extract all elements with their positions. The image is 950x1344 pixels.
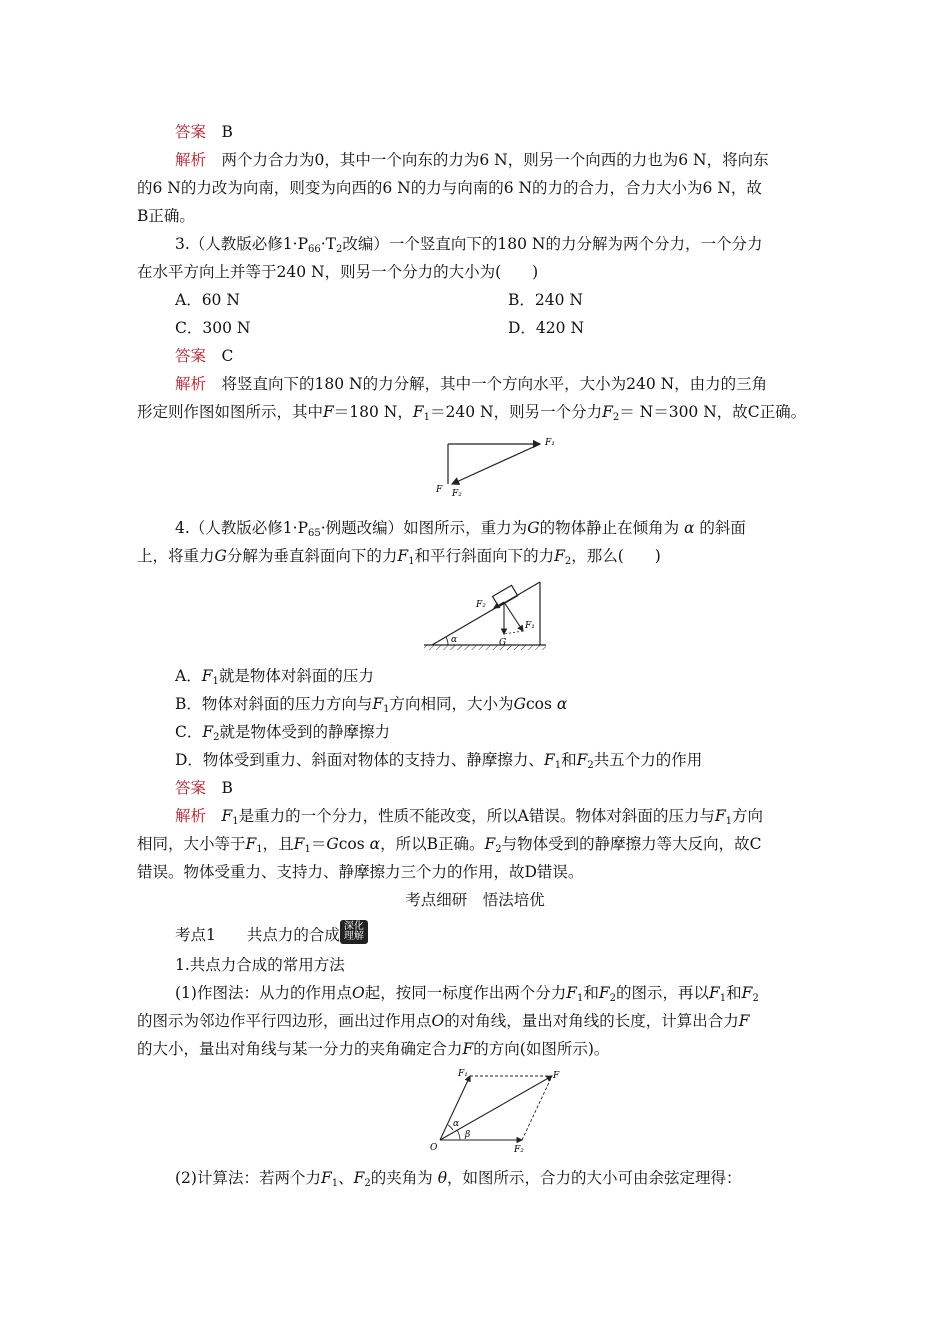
q4-fig-label-f1: F₁ xyxy=(525,621,535,631)
q4-s2-c: 和平行斜面向下的力 xyxy=(414,547,555,565)
q4-analysis-line-3: 错误。物体受重力、支持力、静摩擦力三个力的作用，故D错误。 xyxy=(137,863,584,881)
m1-sub4: 2 xyxy=(752,993,759,1004)
q4-stem-b: ·例题改编）如图所示，重力为 xyxy=(320,519,528,537)
q3-an-f2-sub: 2 xyxy=(612,412,620,423)
q3-stem-line-1 xyxy=(175,234,762,260)
kaodian-heading xyxy=(175,920,368,945)
q3-analysis-text-1: 将竖直向下的180 N的力分解，其中一个方向水平，大小为240 N，由力的三角 xyxy=(221,375,768,393)
q4-an1-a: 是重力的一个分力，性质不能改变，所以A错误。物体对斜面的压力与 xyxy=(238,807,715,825)
q4-an2-f3: F xyxy=(484,835,496,853)
q4-an1-b: 方向 xyxy=(732,807,764,825)
method-1-line-3 xyxy=(137,1039,609,1059)
m1-f1: F xyxy=(566,984,577,1002)
m1-f3: F xyxy=(709,984,720,1002)
q4-an2-e: ，所以B正确。 xyxy=(380,835,485,853)
methods-heading: 1.共点力合成的常用方法 xyxy=(175,956,345,974)
q4-oa-b: 就是物体对斜面的压力 xyxy=(218,667,374,685)
fig-label-f1: F₁ xyxy=(458,1069,468,1079)
q4-an2-sub: 1 xyxy=(256,844,263,855)
q4-an2-b: ，且 xyxy=(262,835,294,853)
q3-analysis-line-1 xyxy=(175,374,767,394)
q3-an-f2: F xyxy=(602,403,613,421)
q4-fig-label-alpha: α xyxy=(451,635,458,645)
q4-option-c xyxy=(175,722,390,748)
q3-an-e: ＝240 N，则另一个分力 xyxy=(430,403,603,421)
q3-option-c: C．300 N xyxy=(175,319,251,337)
q4-an2-g2: 与物体受到的静摩擦力等大反向，故C xyxy=(501,835,762,853)
q3-an-c: ＝180 N， xyxy=(333,403,413,421)
q4-ob-f: F xyxy=(372,695,384,713)
q3-option-a: A．60 N xyxy=(175,291,240,309)
q4-oc-a: C． xyxy=(175,723,203,741)
q3-f2-vector xyxy=(452,444,540,484)
m1-d: 的图示，再以 xyxy=(616,984,710,1002)
m1-c: 和 xyxy=(583,984,599,1002)
q4-od-f1: F xyxy=(543,751,555,769)
answer-label: 答案 xyxy=(175,347,207,365)
m2-sub2: 2 xyxy=(364,1178,371,1189)
q4-oc-f: F xyxy=(202,723,214,741)
m1l2-a: 的图示为邻边作平行四边形，画出过作用点 xyxy=(137,1012,432,1030)
q3-option-d: D．420 N xyxy=(508,319,585,337)
q2-analysis-line-3: B正确。 xyxy=(137,207,195,225)
q4-stem-alpha: α xyxy=(684,519,695,537)
m1l3-a: 的大小，量出对角线与某一分力的夹角确定合力 xyxy=(137,1040,463,1058)
m1-sub1: 1 xyxy=(576,993,584,1004)
badge-line-1: 深化 xyxy=(343,921,364,932)
q4-answer-line xyxy=(175,778,233,798)
q4-oa-a: A． xyxy=(175,667,202,685)
q4-stem-line-1 xyxy=(175,518,746,544)
q4-s2-g: G xyxy=(214,547,227,565)
m2-a: (2)计算法：若两个力 xyxy=(175,1169,321,1187)
q2-answer-line xyxy=(175,122,233,142)
q2-analysis-line-2: 的6 N的力改为向南，则变为向西的6 N的力与向南的6 N的力的合力，合力大小为6 N，故 xyxy=(137,179,762,197)
q4-od-sub2: 2 xyxy=(587,760,594,771)
q4-an1-f: F xyxy=(221,807,233,825)
fig-label-alpha: α xyxy=(453,1119,460,1129)
q4-oc-b: 就是物体受到的静摩擦力 xyxy=(219,723,391,741)
q3-stem-end: 改编）一个竖直向下的180 N的力分解为两个分力，一个分力 xyxy=(342,235,763,253)
m1-e: 和 xyxy=(726,984,742,1002)
m1-sub3: 1 xyxy=(719,993,727,1004)
q4-an2-sub3: 2 xyxy=(495,844,502,855)
q3-option-b: B．240 N xyxy=(508,291,583,309)
q4-ob-g: G xyxy=(513,695,526,713)
q3-an-f1-sub: 1 xyxy=(423,412,430,423)
q3-force-triangle-figure xyxy=(430,432,570,504)
analysis-label: 解析 xyxy=(175,151,207,169)
q3-stem-sub2: 2 xyxy=(336,244,343,255)
q4-an1-f2: F xyxy=(714,807,726,825)
q3-stem-line-2: 在水平方向上并等于240 N，则另一个分力的大小为( ) xyxy=(137,263,539,281)
q2-analysis-line-1 xyxy=(175,150,769,170)
q3-an-f: F xyxy=(323,403,334,421)
q4-s2-f2-sub: 2 xyxy=(564,556,572,567)
q3-fig-label-f: F xyxy=(436,485,443,495)
answer-label: 答案 xyxy=(175,779,207,797)
m1-f4: F xyxy=(741,984,753,1002)
fig-label-f: F xyxy=(553,1071,560,1081)
q4-stem-sub: 65 xyxy=(308,528,321,539)
ground-hatching xyxy=(424,645,546,650)
q4-analysis-line-2 xyxy=(137,834,762,860)
m2-theta: θ xyxy=(437,1169,448,1187)
q3-an-f1: F xyxy=(412,403,424,421)
dashed-line xyxy=(504,631,523,634)
kaodian-title: 共点力的合成 xyxy=(246,926,340,944)
q4-fig-label-g: G xyxy=(499,638,507,648)
q4-an2-f: F xyxy=(245,835,257,853)
fig-label-f2: F₂ xyxy=(514,1145,524,1155)
q4-option-b xyxy=(175,694,567,720)
q4-an2-a: 相同，大小等于 xyxy=(137,835,246,853)
q3-answer: C xyxy=(221,347,234,365)
q4-od-a: D．物体受到重力、斜面对物体的支持力、静摩擦力、 xyxy=(175,751,544,769)
m2-f1: F xyxy=(320,1169,332,1187)
q4-option-d xyxy=(175,750,702,776)
method-1-line-2 xyxy=(137,1011,750,1031)
q4-an2-alpha: α xyxy=(369,835,381,853)
parallelogram-figure xyxy=(426,1068,566,1156)
q4-stem-line-2 xyxy=(137,546,661,572)
q3-fig-label-f2: F₂ xyxy=(452,489,462,499)
q4-s2-b: 分解为垂直斜面向下的力 xyxy=(226,547,398,565)
analysis-label: 解析 xyxy=(175,375,207,393)
answer-label: 答案 xyxy=(175,123,207,141)
m1l2-f: F xyxy=(738,1012,750,1030)
q3-analysis-line-2 xyxy=(137,402,806,428)
q4-od-b: 和 xyxy=(561,751,577,769)
q4-s2-d: ，那么( ) xyxy=(571,547,661,565)
q4-ob-c: cos xyxy=(525,695,557,713)
q3-answer-line xyxy=(175,346,233,366)
f1-vector xyxy=(504,602,523,631)
q4-incline-figure xyxy=(420,574,550,654)
q4-option-a xyxy=(175,666,374,692)
q4-s2-f1: F xyxy=(397,547,409,565)
q3-stem-a: 3.（人教版必修1·P xyxy=(175,235,309,253)
analysis-label: 解析 xyxy=(175,807,207,825)
q4-ob-alpha: α xyxy=(556,695,568,713)
q4-an1-sub: 1 xyxy=(232,816,239,827)
kaodian-label: 考点1 xyxy=(175,926,216,944)
q4-analysis-line-1 xyxy=(175,806,763,832)
q4-oc-sub: 2 xyxy=(213,732,220,743)
q2-analysis-text-1: 两个力合力为0，其中一个向东的力为6 N，则另一个向西的力也为6 N，将向东 xyxy=(221,151,769,169)
q4-stem-d: 的斜面 xyxy=(694,519,746,537)
q4-od-f2: F xyxy=(576,751,588,769)
q4-an1-sub2: 1 xyxy=(725,816,733,827)
q4-an2-d: cos xyxy=(338,835,370,853)
q4-s2-a: 上，将重力 xyxy=(137,547,215,565)
q3-stem-mid: ·T xyxy=(320,235,337,253)
m2-b: 、 xyxy=(338,1169,354,1187)
q4-ob-a: B．物体对斜面的压力方向与 xyxy=(175,695,373,713)
dashed-right xyxy=(522,1076,552,1140)
q3-stem-sub: 66 xyxy=(308,244,321,255)
m1-b: 起，按同一标度作出两个分力 xyxy=(364,984,567,1002)
method-2-line xyxy=(175,1168,742,1194)
fig-label-beta: β xyxy=(465,1130,471,1140)
m2-f2: F xyxy=(353,1169,365,1187)
q4-an2-g: G xyxy=(326,835,339,853)
m1l3-f: F xyxy=(462,1040,474,1058)
q4-s2-f2: F xyxy=(554,547,565,565)
q3-fig-label-f1: F₁ xyxy=(545,438,555,448)
m1-sub2: 2 xyxy=(609,993,616,1004)
method-1-line-1 xyxy=(175,983,759,1009)
deepen-understanding-badge xyxy=(340,920,368,944)
q4-fig-label-f2: F₂ xyxy=(476,600,486,610)
m1l2-o: O xyxy=(431,1012,445,1030)
q4-ob-b: 方向相同，大小为 xyxy=(389,695,514,713)
q4-answer: B xyxy=(221,779,233,797)
q4-od-sub1: 1 xyxy=(554,760,562,771)
m1-f2: F xyxy=(598,984,610,1002)
alpha-arc xyxy=(446,637,448,645)
m1l2-b: 的对角线，量出对角线的长度，计算出合力 xyxy=(444,1012,739,1030)
m2-sub1: 1 xyxy=(331,1178,339,1189)
m1-o: O xyxy=(351,984,365,1002)
m2-c: 的夹角为 xyxy=(370,1169,438,1187)
q4-stem-g: G xyxy=(527,519,540,537)
q3-an-g: ＝ N＝300 N，故C正确。 xyxy=(619,403,807,421)
m1l3-b: 的方向(如图所示)。 xyxy=(473,1040,610,1058)
m1-a: (1)作图法：从力的作用点 xyxy=(175,984,352,1002)
q2-answer: B xyxy=(221,123,233,141)
q4-oa-f: F xyxy=(201,667,213,685)
q4-ob-sub: 1 xyxy=(383,704,390,715)
incline-surface xyxy=(432,582,540,645)
q4-stem-a: 4.（人教版必修1·P xyxy=(175,519,309,537)
beta-arc xyxy=(457,1130,460,1140)
badge-line-2: 理解 xyxy=(343,931,364,942)
q4-stem-c: 的物体静止在倾角为 xyxy=(539,519,685,537)
fig-label-o: O xyxy=(430,1143,438,1153)
q4-od-c: 共五个力的作用 xyxy=(593,751,703,769)
q3-an-a: 形定则作图如图所示，其中 xyxy=(137,403,324,421)
q4-an2-c: ＝ xyxy=(310,835,327,853)
m2-d: ，如图所示，合力的大小可由余弦定理得： xyxy=(447,1169,742,1187)
q4-an2-f2: F xyxy=(293,835,305,853)
q4-an2-sub2: 1 xyxy=(304,844,311,855)
q4-s2-f1-sub: 1 xyxy=(408,556,415,567)
q4-oa-sub: 1 xyxy=(212,676,219,687)
section-title: 考点细研 悟法培优 xyxy=(405,891,545,909)
